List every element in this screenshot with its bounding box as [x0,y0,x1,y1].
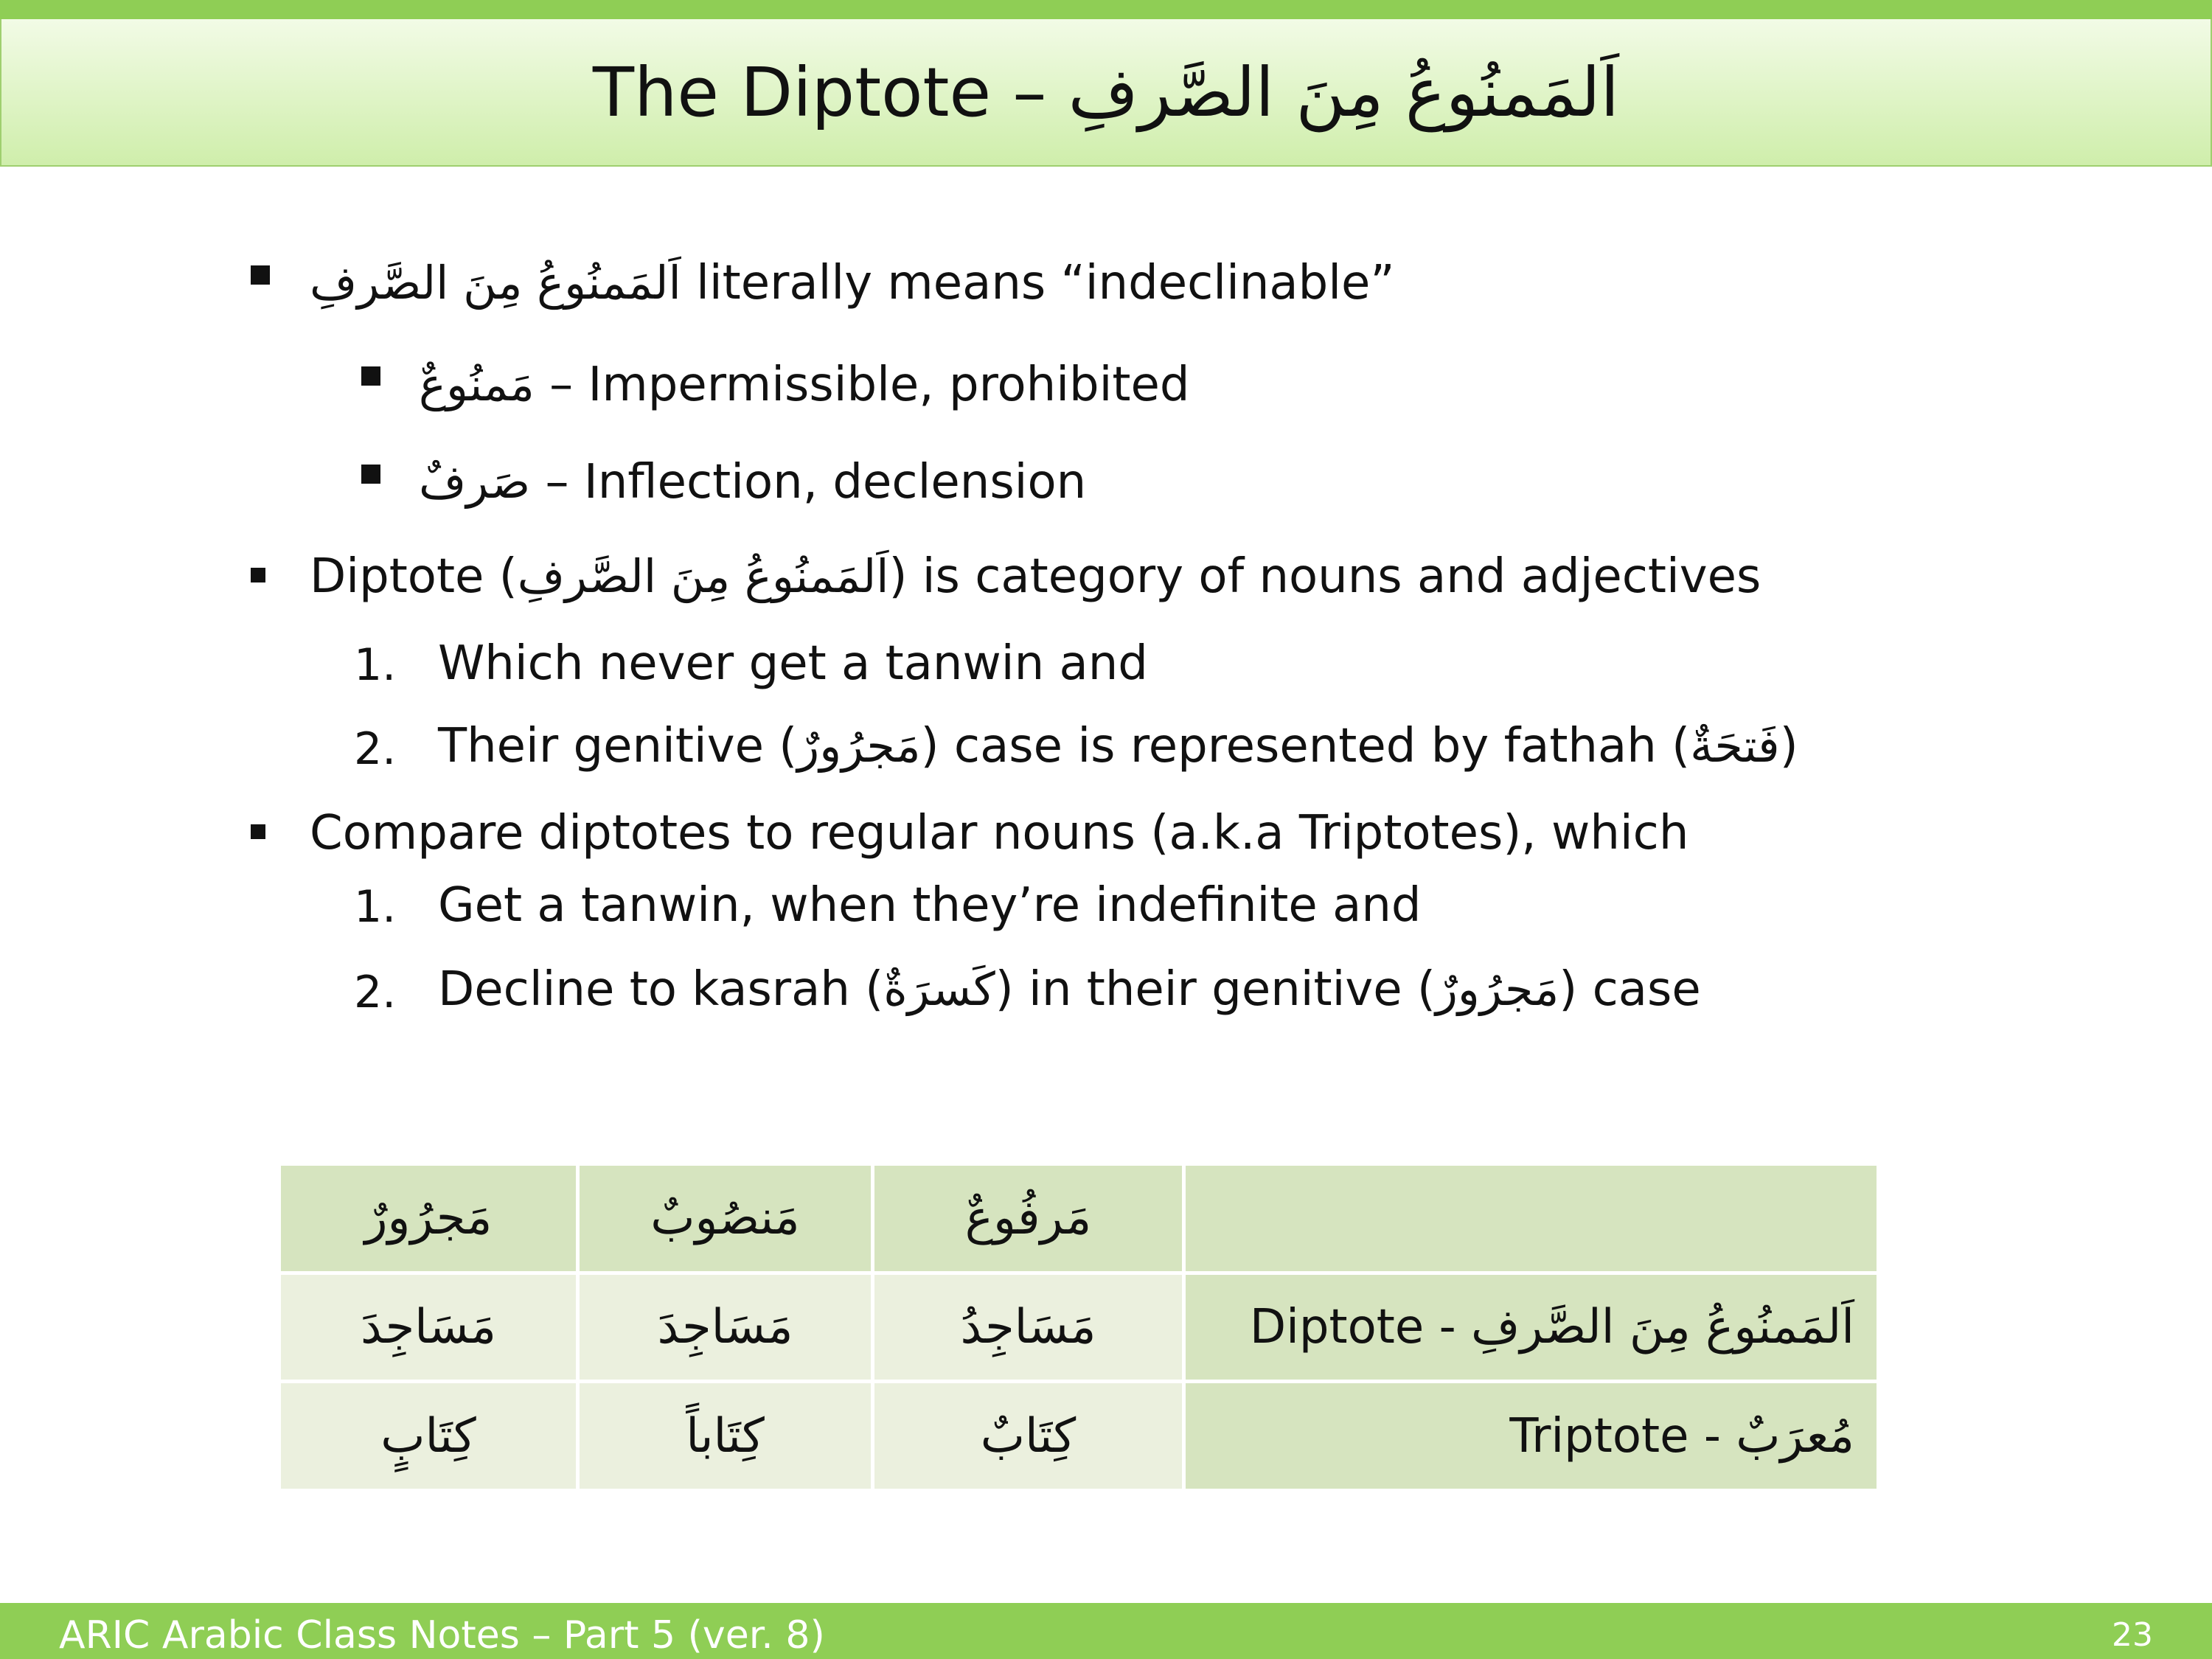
list-number: 1. [354,881,397,933]
text-mid: ) in their genitive ( [995,962,1436,1017]
cell-majrur: مَسَاجِدَ [281,1275,576,1380]
arabic-majrur: مَجرُورٌ [797,719,921,773]
bullet-compare-triptotes: Compare diptotes to regular nouns (a.k.a Triptotes), which [310,806,1689,860]
sub-bullet-text: – Inflection, declension [545,455,1087,509]
arabic-fathah: فَتحَةٌ [1690,719,1780,773]
list-item-decline-kasrah [438,962,1701,1017]
arabic-majrur: مَجرُورٌ [1435,962,1559,1016]
bullet-arabic: اَلمَمنُوعُ مِنَ الصَّرفِ [310,256,681,310]
bullet-indeclinable [310,256,1395,310]
row-label-arabic: اَلمَمنُوعُ مِنَ الصَّرفِ [1471,1299,1854,1354]
case-endings-table [277,1162,1880,1492]
sub-bullet-marker [361,366,380,386]
footer-title: ARIC Arabic Class Notes – Part 5 (ver. 8) [59,1613,825,1658]
row-label-arabic: مُعرَبٌ [1736,1408,1854,1464]
cell-mansub: مَسَاجِدَ [580,1275,871,1380]
list-number: 2. [354,723,397,775]
title-arabic: اَلمَمنُوعُ مِنَ الصَّرفِ [1068,52,1620,132]
list-number: 2. [354,967,397,1018]
bullet-text: literally means “indeclinable” [696,256,1395,310]
list-item-genitive-fathah [438,719,1798,773]
bullet-marker [251,265,270,285]
table-header-row [281,1166,1877,1271]
title-bar [0,19,2212,167]
page-number: 23 [2112,1616,2153,1654]
bullet-text-pre: Diptote ( [310,549,518,604]
table-row [281,1383,1877,1489]
cell-marfu: كِتَابٌ [874,1383,1182,1489]
slide-title [593,53,1619,132]
bullet-arabic: اَلمَمنُوعُ مِنَ الصَّرفِ [517,549,889,603]
title-english: The Diptote – [592,52,1068,132]
text-pre: Their genitive ( [438,719,798,773]
cell-majrur: كِتَابٍ [281,1383,576,1489]
sub-bullet-arabic: صَرفٌ [419,455,531,509]
bullet-marker [251,568,265,582]
header-majrur: مَجرُورٌ [281,1166,576,1271]
row-label-triptote [1186,1383,1877,1489]
row-label-english: Diptote - [1249,1299,1472,1354]
footer-bar [0,1603,2212,1659]
cell-marfu: مَسَاجِدُ [874,1275,1182,1380]
list-item-never-tanwin: Which never get a tanwin and [438,636,1148,691]
cell-mansub: كِتَاباً [580,1383,871,1489]
sub-bullet-arabic: مَمنُوعٌ [419,358,535,411]
text-post: ) case [1559,962,1701,1017]
sub-bullet-sarf [419,455,1087,509]
row-label-english: Triptote - [1509,1408,1736,1464]
bullet-diptote-definition [310,549,1761,604]
arabic-kasrah: كَسرَةٌ [883,962,995,1016]
list-item-get-tanwin: Get a tanwin, when they’re indefinite and [438,878,1422,933]
text-post: ) [1779,719,1798,773]
sub-bullet-mamnu [419,358,1190,412]
text-pre: Decline to kasrah ( [438,962,884,1017]
header-empty [1186,1166,1877,1271]
bullet-marker [251,824,265,839]
text-mid: ) case is represented by fathah ( [920,719,1691,773]
table-row [281,1275,1877,1380]
sub-bullet-marker [361,465,380,484]
row-label-diptote [1186,1275,1877,1380]
sub-bullet-text: – Impermissible, prohibited [549,358,1190,412]
bullet-text-post: ) is category of nouns and adjectives [888,549,1761,604]
top-accent-strip [0,0,2212,19]
header-marfu: مَرفُوعٌ [874,1166,1182,1271]
header-mansub: مَنصُوبٌ [580,1166,871,1271]
list-number: 1. [354,639,397,691]
